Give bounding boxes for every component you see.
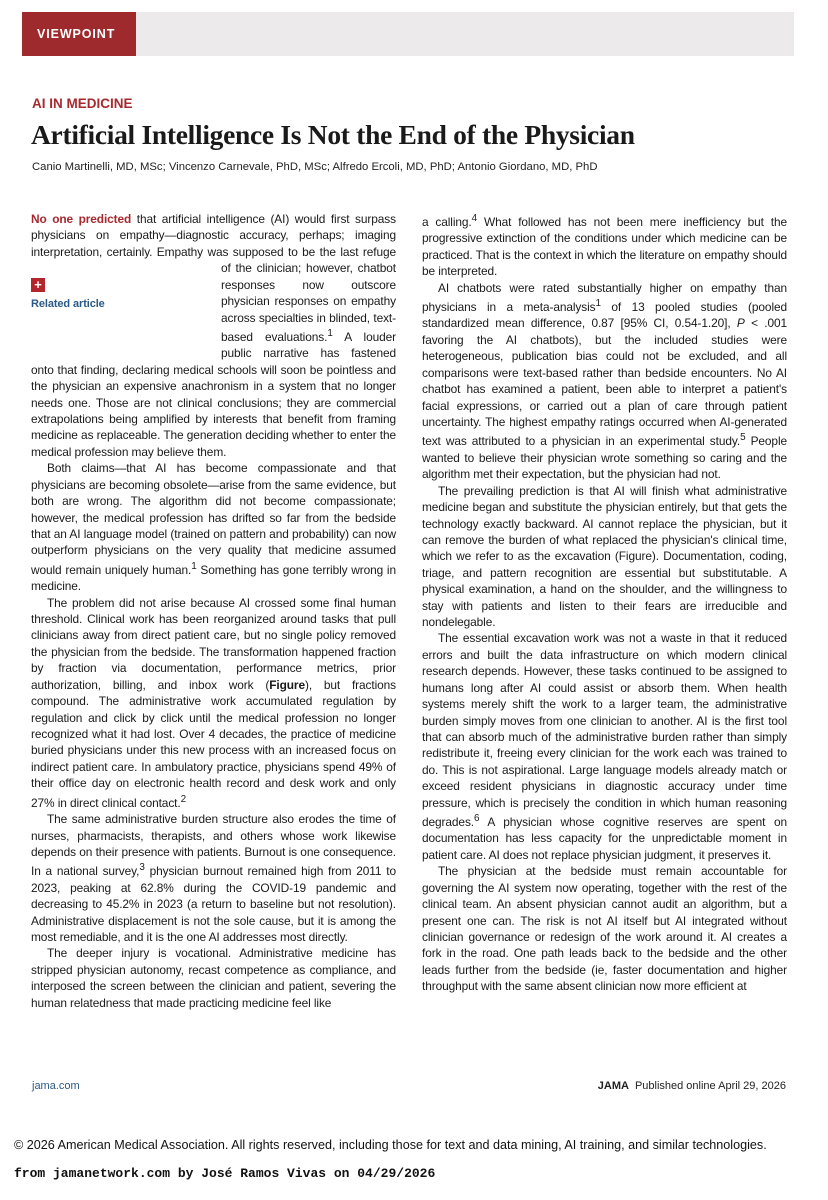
paragraph: The deeper injury is vocational. Administrative medicine has stripped physician autonomy, recast competence as compliance, and interposed the screen between the clinician and patient, severing the human relatedness that made practicing medicine feel like [31,946,396,1010]
paragraph: a calling.$^4$ What followed has not been mere inefficiency but the progressive extinction of the conditions under which medicine can be practiced. That is the context in which the literature on empathy should be interpreted. [422,213,787,279]
citation[interactable]: 2 [180,793,186,805]
lead-in: No one predicted [31,212,132,226]
article-title: Artificial Intelligence Is Not the End of the Physician [31,119,635,150]
published-date: Published online April 29, 2026 [634,1080,786,1092]
paragraph: AI chatbots were rated substantially higher on empathy than physicians in a meta-analysis$^1$ of 13 pooled studies (pooled standardized mean difference, 0.87 [95% CI, 0.54-1.20], P < .001 favoring the AI chatbots), but the included studies were heterogeneous, publication bias could not be excluded, and all comparisons were text-based rather than bedside encounters. No AI chatbot has examined a patient, been able to interpret a patient's facial expressions, or carried out a plan of care through patient uncertainty. The highest empathy ratings occurred when AI-generated text was attributed to a physician in an experimental study.$^5$ People wanted to believe their physician wrote something so caring and the algorithm met their expectation, but the physician had not. [422,280,788,482]
header-banner [22,12,794,56]
paragraph: The same administrative burden structure also erodes the time of nurses, pharmacists, therapists, and others whose work likewise depends on their presence with patients. Burnout is one consequence. In a national survey,$^3$ physician burnout remained high from 2011 to 2023, peaking at 62.8% during the COVID-19 pandemic and decreasing to 45.2% in 2023 (a return to baseline but not resolution). Administrative displacement is not the sole cause, but it is among the most remediable, and it is the one AI addresses most directly. [31,812,396,945]
copyright-notice: © 2026 American Medical Association. All rights reserved, including those for text and data mining, AI training, and similar technologies. [14,1138,767,1152]
figure-link[interactable]: Figure [269,677,305,692]
paragraph: The physician at the bedside must remain accountable for governing the AI system now operating, together with the rest of the clinical team. An absent physician cannot audit an algorithm, but a present one can. The risk is not AI itself but AI integrated without clinician governance or redesign of the work around it. AI creates a fork in the road. One path leads back to the bedside and the other leads further from the bedside (ie, faster documentation and higher throughput with the same absent clinician now more efficient at [422,864,787,994]
viewpoint-tag: VIEWPOINT [22,12,136,56]
related-article-box[interactable] [31,266,213,352]
author-list: Canio Martinelli, MD, MSc; Vincenzo Carnevale, PhD, MSc; Alfredo Ercoli, MD, PhD; Antonio Giordano, MD, PhD [32,161,598,173]
plus-icon[interactable]: + [31,278,45,292]
download-stamp: from jamanetwork.com by José Ramos Vivas on 04/29/2026 [14,1166,436,1181]
citation[interactable]: 1 [595,298,601,310]
paragraph: The prevailing prediction is that AI will finish what administrative medicine began and substitute the physician entirely, but that gets the technology exactly backward. AI cannot replace the physician, but it can remove the burden of what replaced the physician's clinical time, which we refer to as the excavation (Figure). Documentation, coding, triage, and pattern recognition are essential but substitutable. A physical examination, a hand on the shoulder, and the willingness to stay with patients and listen to their fears are irreducible and nondelegable. [422,483,787,630]
paragraph: Both claims—that AI has become compassionate and that physicians are becoming obsolete—arise from the same evidence, but both are wrong. The algorithm did not become compassionate; however, the medical profession has drifted so far from the bedside that an AI language model (trained on pattern and probability) can now outperform physicians on the very quality that medicine assumed would remain uniquely human.$^1$ Something has gone terribly wrong in medicine. [31,461,396,594]
left-column [31,211,396,1011]
citation[interactable]: 5 [740,432,746,444]
right-column [422,211,787,995]
citation[interactable]: 1 [191,560,197,572]
citation[interactable]: 4 [471,213,478,224]
section-label: AI IN MEDICINE [32,96,133,111]
related-article-link[interactable]: Related article [31,298,105,311]
publication-info [598,1080,786,1092]
paragraph: The problem did not arise because AI crossed some final human threshold. Clinical work has been reorganized around tasks that pull clinicians away from direct patient care, but no single policy removed the physician from the bedside. The transformation happened fraction by fraction via documentation, performance metrics, prior authorization, billing, and inbox work (Figure), but fractions compound. The administrative work accumulated regulation by regulation and click by click until the medical profession no longer recognized what it had lost. Over 4 decades, the practice of medicine buried physicians under this new process with an increased focus on indirect patient care. In ambulatory practice, physicians spend 49% of their office day on electronic health record and desk work and only 27% in direct clinical contact.$^2$ [31,595,396,810]
citation[interactable]: 3 [139,862,145,874]
citation[interactable]: 6 [474,813,480,825]
paragraph: The essential excavation work was not a waste in that it reduced errors and built the data infrastructure on which modern clinical research depends. However, these tasks continued to be assigned to humans long after AI could assist or absorb them. When health systems merely shift the work to a larger team, the administrative burden simply moves from one clinician to another. AI is the first tool that can absorb much of the administrative burden rather than simply redistribute it, freeing every clinician for the work each was trained to do. This is not aspirational. Large language models already match or exceed resident physicians in diagnostic accuracy under time pressure, which is precisely the condition in which human reasoning degrades.$^6$ A physician whose cognitive reserves are spent on documentation has less capacity for the unpredictable moment in patient care. AI does not replace physician judgment, it preserves it. [422,631,787,862]
journal-name: JAMA [597,1080,629,1092]
paragraph: No one predicted that artificial intelligence (AI) would first surpass physicians on empathy—diagnostic accuracy, perhaps; imaging interpretation, certainly. Empathy was supposed to be the last ref + Related article uge of the clinician; however, chatbot responses now outscore physician responses on empathy across specialties in blinded, text-based evaluations.$^1$ A louder public narrative has fastened onto that finding, declaring medical schools will soon be pointless and the physician an expensive anachronism in a system that no longer needs one. Those are not clinical conclusions; they are commercial extrapolations being amplified by interests that benefit from framing medicine as replaceable. The generation deciding whether to enter the medical profession may believe them. [31,212,396,459]
citation[interactable]: 1 [327,327,333,339]
journal-url-link[interactable]: jama.com [32,1080,80,1092]
